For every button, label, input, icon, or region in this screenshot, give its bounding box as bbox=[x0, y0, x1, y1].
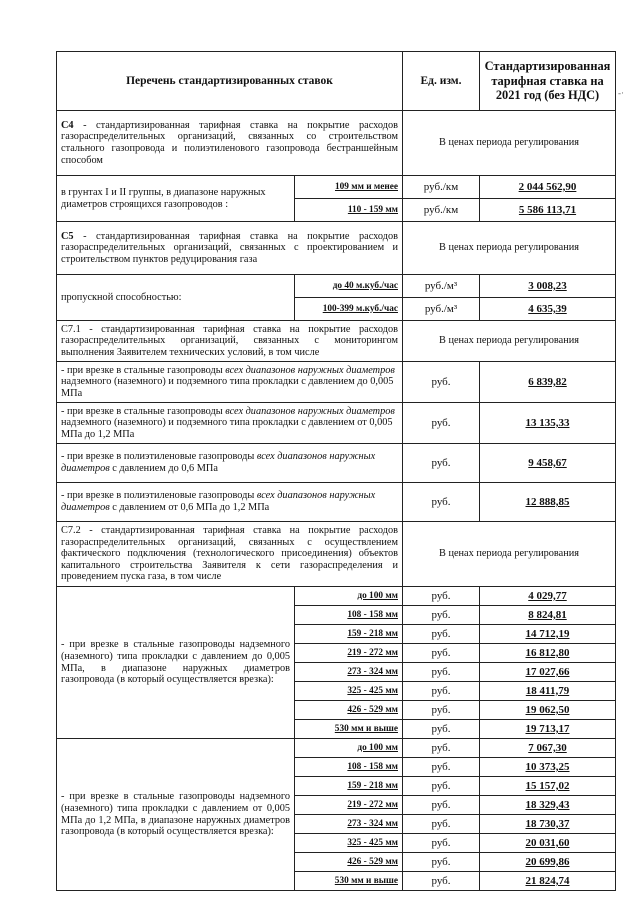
row-description bbox=[57, 403, 403, 444]
unit-cell: руб. bbox=[403, 834, 480, 853]
unit-cell: руб. bbox=[403, 625, 480, 644]
section-c4 bbox=[57, 111, 616, 176]
range-cell: 109 мм и менее bbox=[295, 176, 403, 199]
range-cell: 325 - 425 мм bbox=[295, 834, 403, 853]
unit-cell: руб. bbox=[403, 362, 480, 403]
range-cell: 273 - 324 мм bbox=[295, 815, 403, 834]
value-cell: 17 027,66 bbox=[480, 663, 616, 682]
unit-cell: руб. bbox=[403, 587, 480, 606]
unit-cell: руб. bbox=[403, 720, 480, 739]
value-cell: 10 373,25 bbox=[480, 758, 616, 777]
value-cell: 18 329,43 bbox=[480, 796, 616, 815]
unit-cell: руб. bbox=[403, 483, 480, 522]
unit-cell: руб./км bbox=[403, 199, 480, 222]
range-cell: до 100 мм bbox=[295, 739, 403, 758]
value-cell: 4 029,77 bbox=[480, 587, 616, 606]
value-cell: 15 157,02 bbox=[480, 777, 616, 796]
range-cell: до 40 м.куб./час bbox=[295, 275, 403, 298]
value-cell: 6 839,82 bbox=[480, 362, 616, 403]
section-text: - стандартизированная тарифная ставка на покрытие расходов газораспределительных организаций, связанных с мониторингом выполнения Заявителем технических условий, в том числе bbox=[61, 323, 398, 358]
italic-text: всех диапазонов наружных диаметров bbox=[61, 490, 376, 513]
table-row bbox=[57, 444, 616, 483]
price-note: В ценах периода регулирования bbox=[403, 321, 616, 362]
table-row bbox=[57, 483, 616, 522]
unit-cell: руб. bbox=[403, 606, 480, 625]
price-note: В ценах периода регулирования bbox=[403, 111, 616, 176]
unit-cell: руб. bbox=[403, 739, 480, 758]
section-text: - стандартизированная тарифная ставка на покрытие расходов газораспределительных организаций, связанных со строительством стального газопровода и полиэтиленового газопровода бестраншейным способом bbox=[61, 119, 398, 166]
section-c5-description bbox=[57, 222, 403, 275]
range-cell: 108 - 158 мм bbox=[295, 758, 403, 777]
header-unit: Ед. изм. bbox=[403, 52, 480, 111]
table-row bbox=[57, 176, 616, 199]
range-cell: 100-399 м.куб./час bbox=[295, 298, 403, 321]
text: надземного (наземного) и подземного типа прокладки с давлением от 0,005 МПа до 1,2 МПа bbox=[61, 417, 393, 440]
unit-cell: руб. bbox=[403, 663, 480, 682]
group-label: в грунтах I и II группы, в диапазоне наружных диаметров строящихся газопроводов : bbox=[57, 176, 295, 222]
table-row bbox=[57, 403, 616, 444]
range-cell: 530 мм и выше bbox=[295, 872, 403, 891]
italic-text: всех диапазонов наружных диаметров bbox=[225, 405, 395, 417]
range-cell: 325 - 425 мм bbox=[295, 682, 403, 701]
section-text: - стандартизированная тарифная ставка на покрытие расходов газораспределительных организаций, связанных с осуществлением фактического подключения (технологического присоединения) объектов капитального строительства Заявителя к сети газораспределения и проведением пуска газа, в том числе bbox=[61, 525, 398, 583]
table-row bbox=[57, 362, 616, 403]
value-cell: 20 699,86 bbox=[480, 853, 616, 872]
text: - при врезке в полиэтиленовые газопроводы bbox=[61, 490, 257, 502]
range-cell: 159 - 218 мм bbox=[295, 777, 403, 796]
value-cell: 18 730,37 bbox=[480, 815, 616, 834]
range-cell: 426 - 529 мм bbox=[295, 853, 403, 872]
group-label: пропускной способностью: bbox=[57, 275, 295, 321]
value-cell: 7 067,30 bbox=[480, 739, 616, 758]
unit-cell: руб. bbox=[403, 796, 480, 815]
range-cell: 530 мм и выше bbox=[295, 720, 403, 739]
unit-cell: руб. bbox=[403, 853, 480, 872]
range-cell: 108 - 158 мм bbox=[295, 606, 403, 625]
value-cell: 18 411,79 bbox=[480, 682, 616, 701]
section-c71 bbox=[57, 321, 616, 362]
range-cell: 219 - 272 мм bbox=[295, 644, 403, 663]
text: - при врезке в полиэтиленовые газопроводы bbox=[61, 451, 257, 463]
table-row bbox=[57, 275, 616, 298]
section-c72 bbox=[57, 522, 616, 587]
unit-cell: руб. bbox=[403, 701, 480, 720]
section-code: С4 bbox=[61, 119, 74, 131]
text: - при врезке в стальные газопроводы bbox=[61, 364, 226, 376]
range-cell: 219 - 272 мм bbox=[295, 796, 403, 815]
unit-cell: руб. bbox=[403, 644, 480, 663]
unit-cell: руб. bbox=[403, 815, 480, 834]
text: с давлением от 0,6 МПа до 1,2 МПа bbox=[109, 502, 270, 513]
row-description bbox=[57, 362, 403, 403]
value-cell: 2 044 562,90 bbox=[480, 176, 616, 199]
price-note: В ценах периода регулирования bbox=[403, 522, 616, 587]
section-code: С7.1 bbox=[61, 323, 81, 335]
section-c72-description bbox=[57, 522, 403, 587]
section-text: - стандартизированная тарифная ставка на покрытие расходов газораспределительных организаций, связанных с проектированием и строительством пунктов редуцирования газа bbox=[61, 230, 398, 265]
italic-text: всех диапазонов наружных диаметров bbox=[61, 451, 376, 474]
unit-cell: руб. bbox=[403, 777, 480, 796]
unit-cell: руб./км bbox=[403, 176, 480, 199]
value-cell: 13 135,33 bbox=[480, 403, 616, 444]
table-header-row bbox=[57, 52, 616, 111]
value-cell: 19 713,17 bbox=[480, 720, 616, 739]
section-c4-description bbox=[57, 111, 403, 176]
text: - при врезке в стальные газопроводы bbox=[61, 405, 226, 417]
group-label: - при врезке в стальные газопроводы надземного (наземного) типа прокладки с давлением от 0,005 МПа до 1,2 МПа, в диапазоне наружных диаметров газопровода (в который осуществляется врезка): bbox=[57, 739, 295, 891]
value-cell: 3 008,23 bbox=[480, 275, 616, 298]
row-description bbox=[57, 483, 403, 522]
value-cell: 5 586 113,71 bbox=[480, 199, 616, 222]
unit-cell: руб./м³ bbox=[403, 275, 480, 298]
header-list-title: Перечень стандартизированных ставок bbox=[57, 52, 403, 111]
price-note: В ценах периода регулирования bbox=[403, 222, 616, 275]
unit-cell: руб. bbox=[403, 758, 480, 777]
range-cell: 159 - 218 мм bbox=[295, 625, 403, 644]
text: надземного (наземного) и подземного типа прокладки с давлением до 0,005 МПа bbox=[61, 376, 394, 399]
range-cell: 426 - 529 мм bbox=[295, 701, 403, 720]
range-cell: до 100 мм bbox=[295, 587, 403, 606]
header-rate: Стандартизированная тарифная ставка на 2021 год (без НДС) bbox=[480, 52, 616, 111]
value-cell: 16 812,80 bbox=[480, 644, 616, 663]
unit-cell: руб. bbox=[403, 872, 480, 891]
section-c5 bbox=[57, 222, 616, 275]
range-cell: 273 - 324 мм bbox=[295, 663, 403, 682]
section-c71-description bbox=[57, 321, 403, 362]
value-cell: 9 458,67 bbox=[480, 444, 616, 483]
margin-mark: -· bbox=[618, 88, 624, 98]
table-row bbox=[57, 587, 616, 606]
value-cell: 8 824,81 bbox=[480, 606, 616, 625]
text: с давлением до 0,6 МПа bbox=[109, 463, 218, 474]
row-description bbox=[57, 444, 403, 483]
value-cell: 20 031,60 bbox=[480, 834, 616, 853]
unit-cell: руб. bbox=[403, 682, 480, 701]
section-code: С5 bbox=[61, 230, 74, 242]
value-cell: 14 712,19 bbox=[480, 625, 616, 644]
value-cell: 19 062,50 bbox=[480, 701, 616, 720]
value-cell: 12 888,85 bbox=[480, 483, 616, 522]
range-cell: 110 - 159 мм bbox=[295, 199, 403, 222]
unit-cell: руб./м³ bbox=[403, 298, 480, 321]
unit-cell: руб. bbox=[403, 403, 480, 444]
group-label: - при врезке в стальные газопроводы надземного (наземного) типа прокладки с давлением до 0,005 МПа, в диапазоне наружных диаметров газопровода (в который осуществляется врезка): bbox=[57, 587, 295, 739]
value-cell: 21 824,74 bbox=[480, 872, 616, 891]
tariff-table bbox=[56, 51, 616, 891]
table-row bbox=[57, 739, 616, 758]
section-code: С7.2 bbox=[61, 525, 81, 537]
value-cell: 4 635,39 bbox=[480, 298, 616, 321]
italic-text: всех диапазонов наружных диаметров bbox=[225, 364, 395, 376]
unit-cell: руб. bbox=[403, 444, 480, 483]
